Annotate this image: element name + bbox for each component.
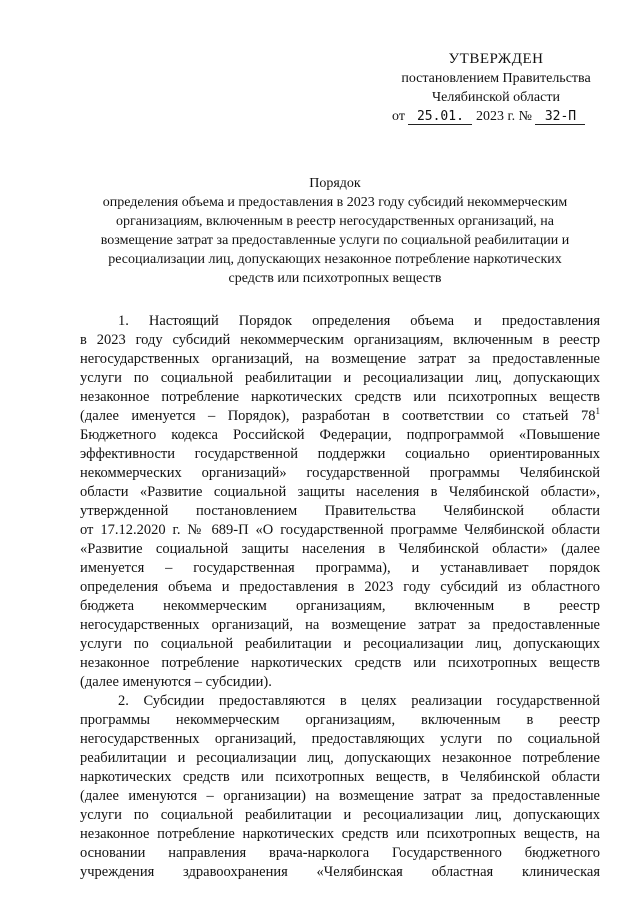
year-number-label: 2023 г. №: [475, 109, 532, 124]
p2-line: (далее именуются – организации) на возмещение затрат за предоставленные: [80, 788, 600, 804]
p1-line: Бюджетного кодекса Российской Федерации, подпрограммой «Повышение: [80, 427, 600, 443]
approval-stamp: [380, 50, 612, 126]
p1-line: «Развитие социальной защиты населения в Челябинской области» (далее: [80, 541, 600, 557]
p2-line: услуги по социальной реабилитации и ресоциализации лиц, допускающих: [80, 807, 600, 823]
p1-line-text: (далее именуется – Порядок), разработан в соответствии со статьей 78: [80, 408, 596, 424]
p1-line: области «Развитие социальной защиты населения в Челябинской области»,: [80, 484, 600, 500]
p1-line: от 17.12.2020 г. № 689-П «О государственной программе Челябинской области: [80, 522, 600, 538]
p1-line: некоммерческих организаций» государственной программы Челябинской: [80, 465, 600, 481]
p1-line: бюджета некоммерческим организациям, включенным в реестр: [80, 598, 600, 614]
document-body: [80, 312, 600, 882]
p1-line-with-article: [80, 407, 600, 426]
p2-line: наркотических средств или психотропных веществ, в Челябинской области: [80, 769, 600, 785]
p1-line: в 2023 году субсидий некоммерческим организациям, включенным в реестр: [80, 332, 600, 348]
heading-line: определения объема и предоставления в 2023 году субсидий некоммерческим: [102, 195, 568, 210]
heading-title: Порядок: [309, 176, 361, 191]
document-heading: [70, 174, 600, 288]
p1-line: именуется – государственная программа), и устанавливает порядок: [80, 560, 600, 576]
p1-line: услуги по социальной реабилитации и ресоциализации лиц, допускающих: [80, 370, 600, 386]
p1-line: утвержденной постановлением Правительства Челябинской области: [80, 503, 600, 519]
heading-line: ресоциализации лиц, допускающих незаконное потребление наркотических: [108, 252, 562, 267]
heading-line: возмещение затрат за предоставленные услуги по социальной реабилитации и: [100, 233, 570, 248]
p2-line: реабилитации и ресоциализации лиц, допускающих незаконное потребление: [80, 750, 600, 766]
p2-line: 2. Субсидии предоставляются в целях реализации государственной: [118, 693, 600, 709]
approval-number-field: 32-П: [535, 109, 585, 125]
p2-line: негосударственных организаций, предоставляющих услуги по социальной: [80, 731, 600, 747]
heading-line: организациям, включенным в реестр негосударственных организаций, на: [116, 214, 554, 229]
from-label: от: [392, 109, 405, 124]
p2-line: программы некоммерческим организациям, включенным в реестр: [80, 712, 600, 728]
p1-line: (далее именуются – субсидии).: [80, 674, 272, 690]
approval-date-row: [392, 107, 612, 126]
approval-line-2: Челябинской области: [432, 90, 560, 105]
p1-line: 1. Настоящий Порядок определения объема и предоставления: [118, 313, 600, 329]
approval-date-field: 25.01.: [408, 109, 472, 125]
approval-title: УТВЕРЖДЕН: [448, 51, 544, 67]
p2-line: основании направления врача-нарколога Государственного бюджетного: [80, 845, 600, 861]
p1-line: определения объема и предоставления в 2023 году субсидий из областного: [80, 579, 600, 595]
p1-line: незаконное потребление наркотических средств или психотропных веществ: [80, 655, 600, 671]
p1-line: услуги по социальной реабилитации и ресоциализации лиц, допускающих: [80, 636, 600, 652]
p1-line: эффективности государственной поддержки социально ориентированных: [80, 446, 600, 462]
heading-line: средств или психотропных веществ: [228, 271, 442, 286]
approval-line-1: постановлением Правительства: [401, 71, 591, 86]
p1-line: незаконное потребление наркотических средств или психотропных веществ: [80, 389, 600, 405]
p1-line: негосударственных организаций, на возмещение затрат за предоставленные: [80, 351, 600, 367]
p2-line: учреждения здравоохранения «Челябинская областная клиническая: [80, 864, 600, 880]
p1-line: негосударственных организаций, на возмещение затрат за предоставленные: [80, 617, 600, 633]
article-superscript: 1: [595, 406, 600, 417]
p2-line: незаконное потребление наркотических средств или психотропных веществ, на: [80, 826, 600, 842]
